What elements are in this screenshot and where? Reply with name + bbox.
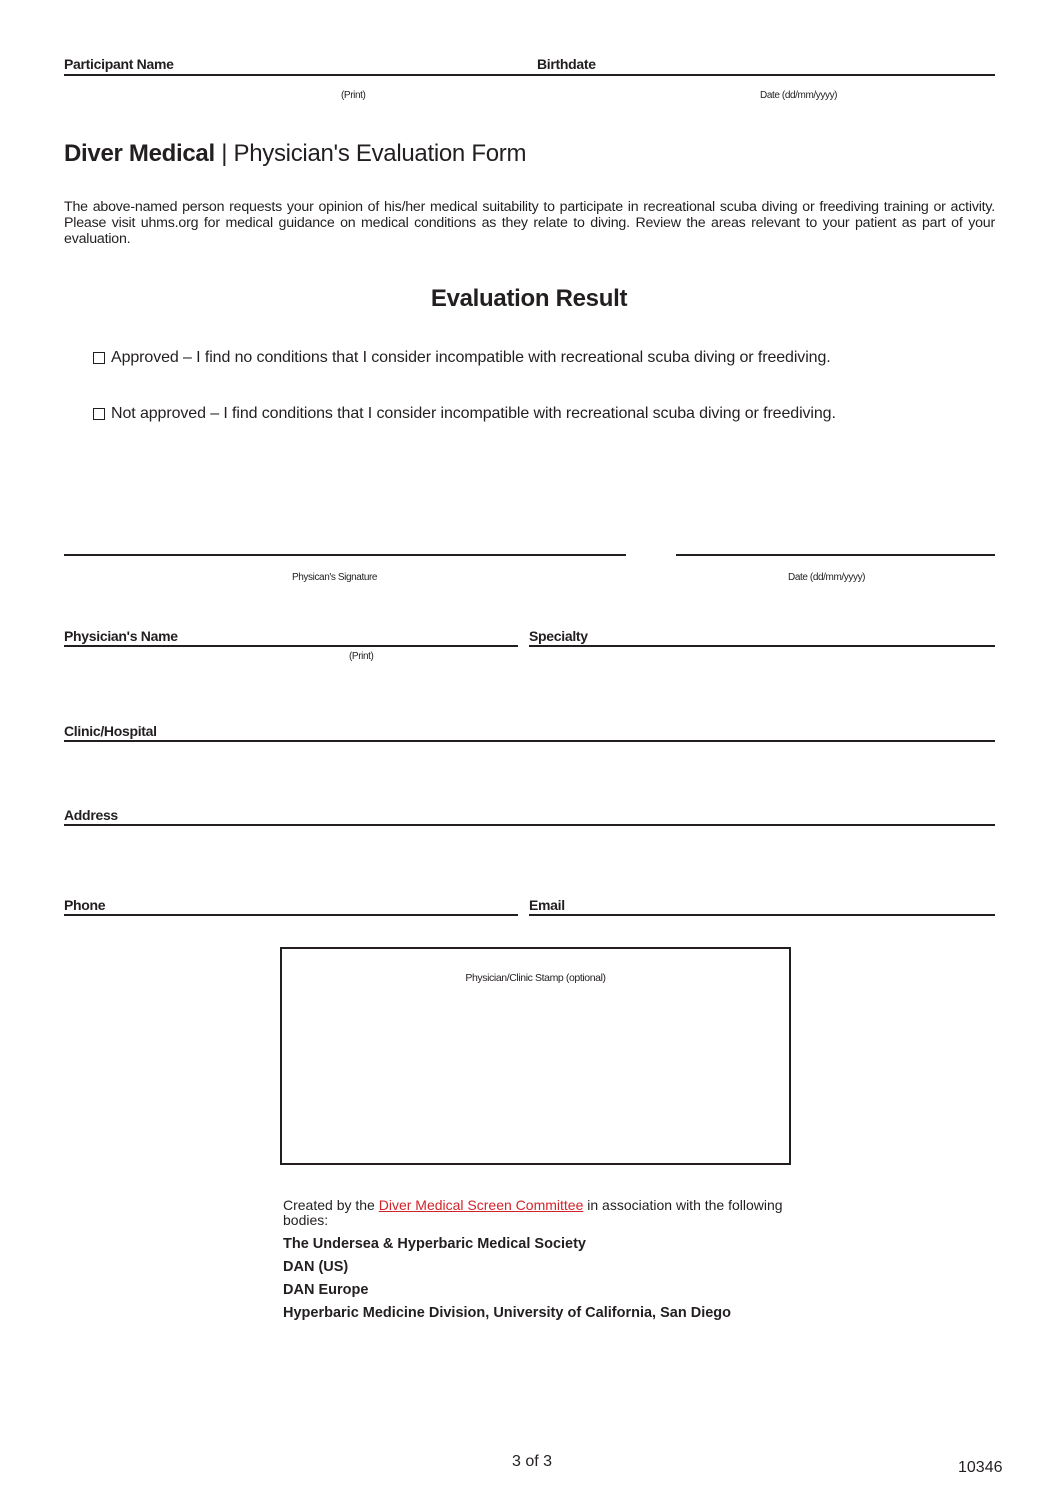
email-line[interactable] xyxy=(529,914,995,916)
approved-option[interactable] xyxy=(93,349,831,367)
signature-hint: Physican's Signature xyxy=(292,572,378,583)
signature-date-hint: Date (dd/mm/yyyy) xyxy=(788,572,866,583)
form-number: 10346 xyxy=(958,1459,1003,1476)
not-approved-label: Not approved – I find conditions that I consider incompatible with recreational scuba diving or freediving. xyxy=(111,405,836,422)
title-form-name: Physician's Evaluation Form xyxy=(233,140,527,167)
not-approved-option[interactable] xyxy=(93,405,836,423)
organization-list xyxy=(283,1233,731,1325)
organization-item: DAN Europe xyxy=(283,1282,369,1298)
committee-link[interactable]: Diver Medical Screen Committee xyxy=(378,1197,584,1213)
clinic-line[interactable] xyxy=(64,740,995,742)
birthdate-label: Birthdate xyxy=(537,56,596,72)
participant-line[interactable] xyxy=(64,74,995,76)
title-brand: Diver Medical xyxy=(64,140,215,167)
signature-date-line[interactable] xyxy=(676,554,995,556)
organization-item: Hyperbaric Medicine Division, University of California, San Diego xyxy=(283,1305,731,1321)
stamp-box[interactable] xyxy=(280,947,791,1165)
phone-label: Phone xyxy=(64,897,106,913)
title-separator: | xyxy=(221,140,228,167)
credits-prefix: Created by the xyxy=(283,1197,379,1213)
physician-name-line[interactable] xyxy=(64,645,518,647)
approved-checkbox[interactable] xyxy=(93,352,105,364)
credits-text xyxy=(283,1198,798,1228)
clinic-label: Clinic/Hospital xyxy=(64,723,157,739)
approved-label: Approved – I find no conditions that I consider incompatible with recreational scuba diving or freediving. xyxy=(111,349,831,366)
address-line[interactable] xyxy=(64,824,995,826)
participant-name-hint: (Print) xyxy=(341,90,366,101)
address-label: Address xyxy=(64,807,118,823)
email-label: Email xyxy=(529,897,565,913)
phone-line[interactable] xyxy=(64,914,518,916)
organization-item: DAN (US) xyxy=(283,1259,349,1275)
not-approved-checkbox[interactable] xyxy=(93,408,105,420)
birthdate-hint: Date (dd/mm/yyyy) xyxy=(760,90,838,101)
signature-line[interactable] xyxy=(64,554,626,556)
stamp-label: Physician/Clinic Stamp (optional) xyxy=(465,972,606,984)
participant-name-label: Participant Name xyxy=(64,56,174,72)
specialty-label: Specialty xyxy=(529,628,588,644)
physician-name-label: Physician's Name xyxy=(64,628,178,644)
page-number: 3 of 3 xyxy=(512,1453,553,1470)
page-title xyxy=(64,140,526,168)
specialty-line[interactable] xyxy=(529,645,995,647)
physician-name-hint: (Print) xyxy=(349,651,374,662)
evaluation-heading: Evaluation Result xyxy=(430,285,628,312)
organization-item: The Undersea & Hyperbaric Medical Society xyxy=(283,1236,586,1252)
credits-suffix: in association with the following bodies: xyxy=(283,1197,783,1228)
intro-paragraph: The above-named person requests your opinion of his/her medical suitability to participate in recreational scuba diving or freediving training or activity. Please visit uhms.org for medical guidance on medical conditions as they relate to diving. Review the areas relevant to your patient as part of your evaluation. xyxy=(64,199,995,247)
